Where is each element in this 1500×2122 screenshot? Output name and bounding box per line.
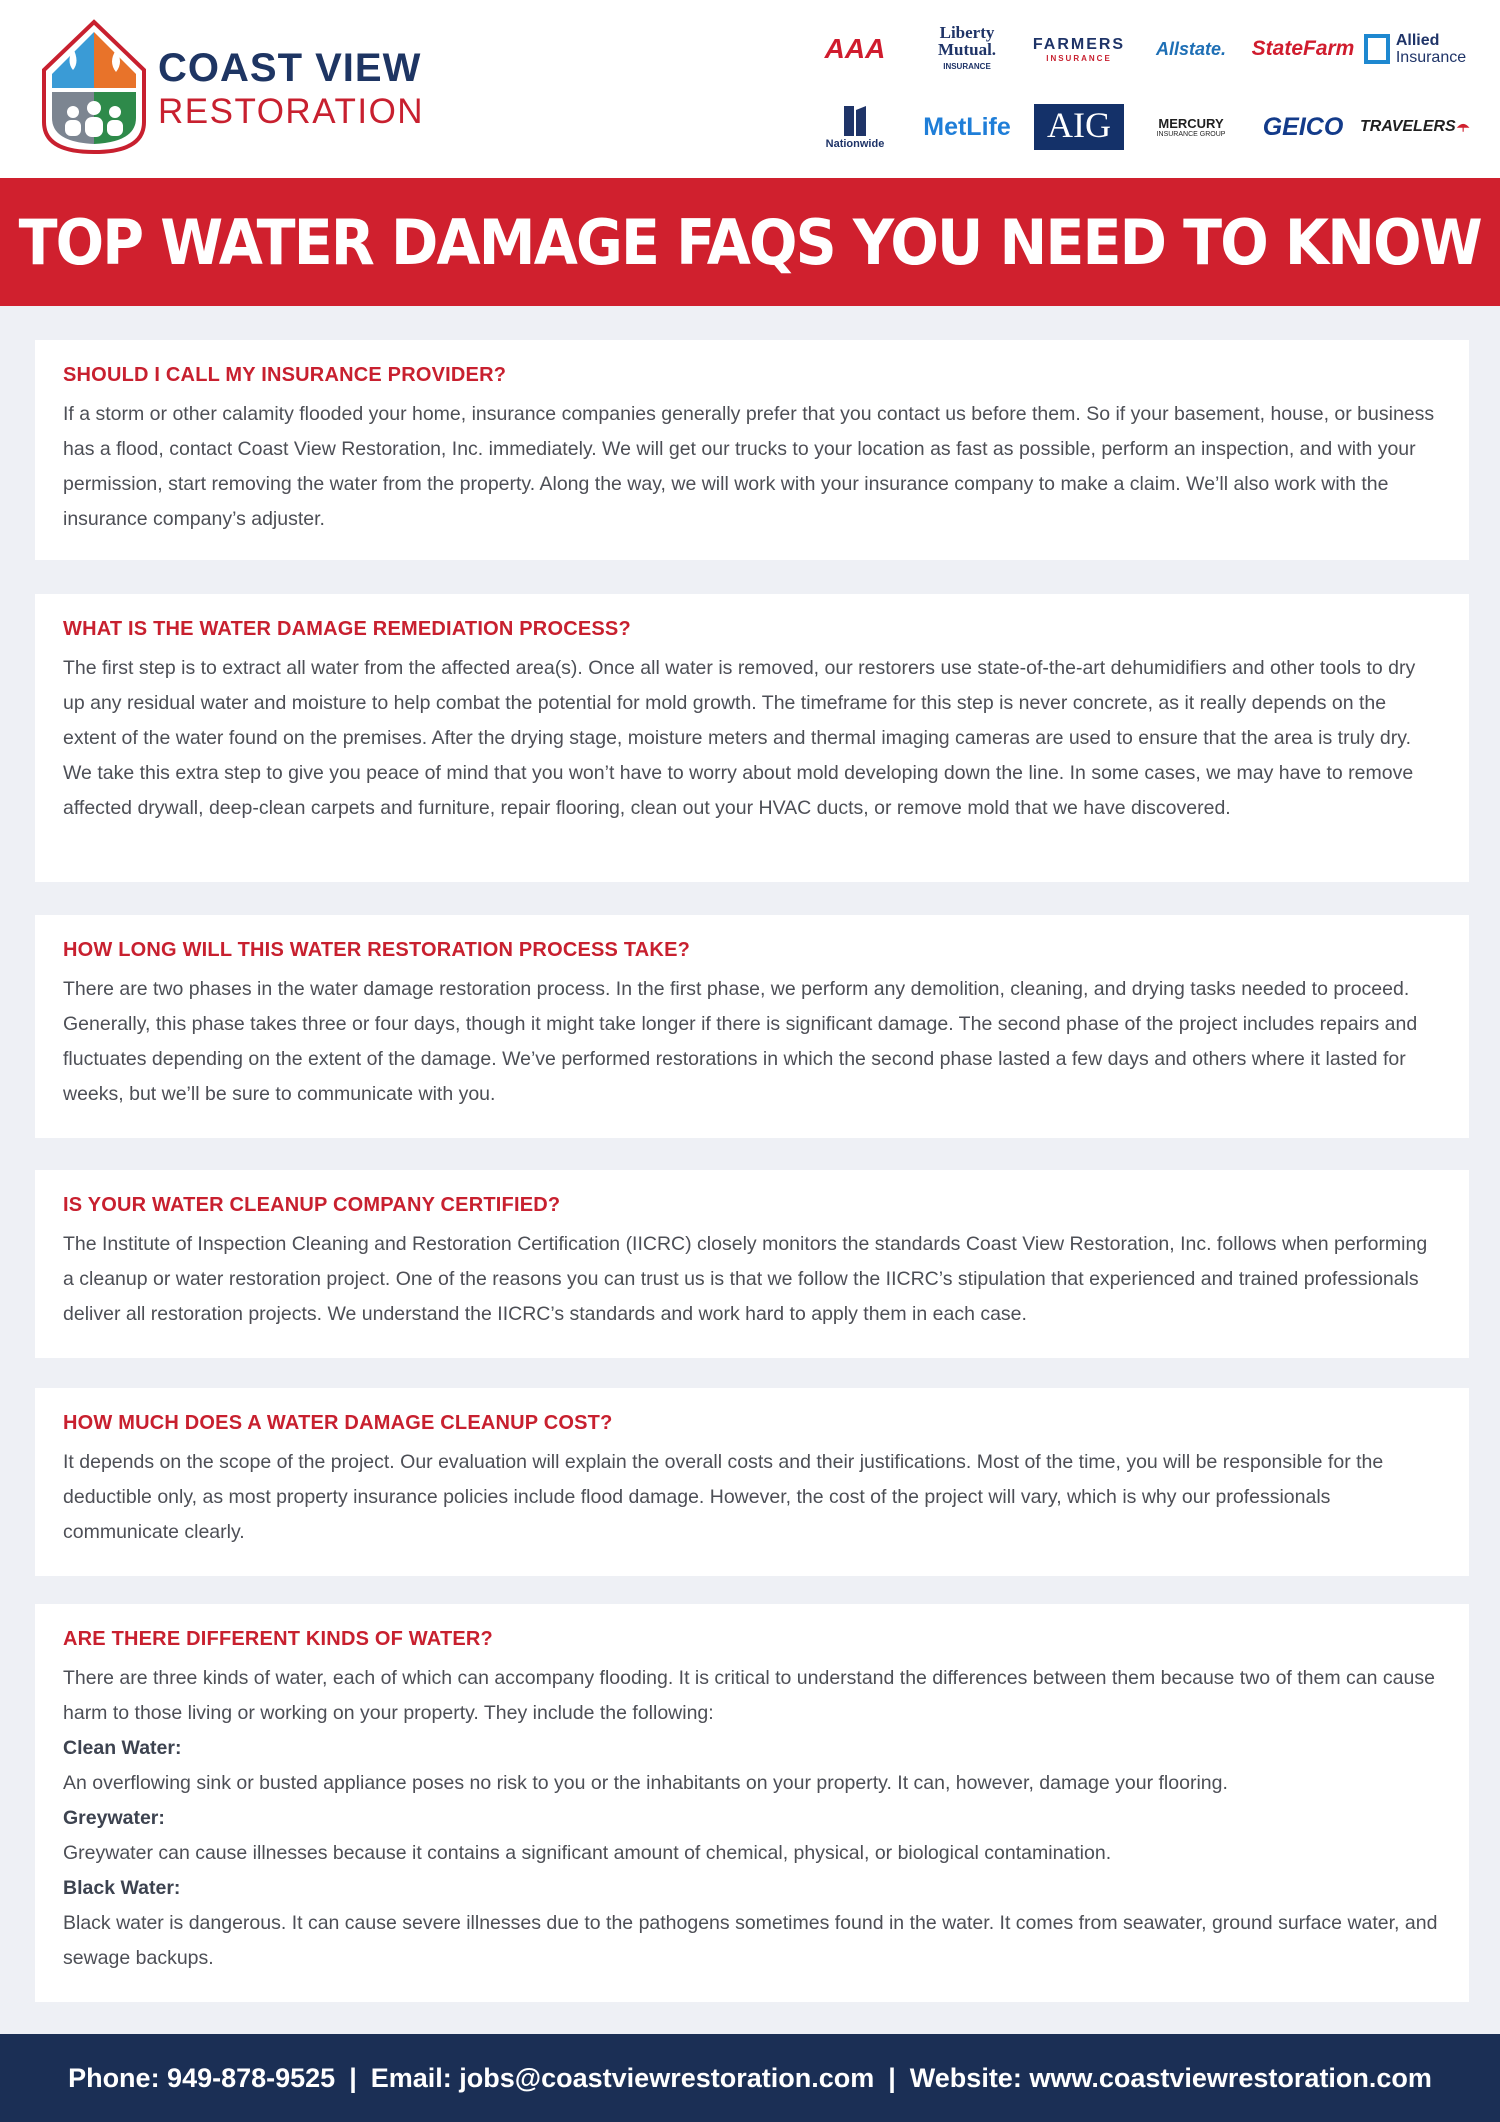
water-kind-text: Greywater can cause illnesses because it contains a significant amount of chemical, physical, or biological contamination. xyxy=(63,1842,1112,1864)
phone-link[interactable]: Phone: 949-878-9525 xyxy=(68,2062,336,2093)
faq-card xyxy=(35,594,1469,882)
faq-card xyxy=(35,915,1469,1138)
page-header xyxy=(0,0,1500,178)
faq-answer: There are two phases in the water damage restoration process. In the first phase, we perform any demolition, cleaning, and drying tasks needed to proceed. Generally, this phase takes three or four days, though it might take longer if there is significant damage. The second phase of the project includes repairs and fluctuates depending on the extent of the damage. We’ve performed restorations in which the second phase lasted a few days and others where it lasted for weeks, but we’ll be sure to communicate with you. xyxy=(63,978,1418,1105)
faq-card xyxy=(35,1604,1469,2002)
mercury-group-label: INSURANCE GROUP xyxy=(1156,131,1226,138)
mercury-label: MERCURY xyxy=(1158,116,1224,131)
state-farm-logo xyxy=(1248,20,1358,78)
footer-separator: | xyxy=(888,2062,896,2093)
faq-answer: The first step is to extract all water from the affected area(s). Once all water is removed, our restorers use state-of-the-art dehumidifiers and other tools to dry up any residual water and moisture to help combat the potential for mold growth. The timeframe for this step is never concrete, as it really depends on the extent of the water found on the premises. After the drying stage, moisture meters and thermal imaging cameras are used to ensure that the area is truly dry. We take this extra step to give you peace of mind that you won’t have to worry about mold developing down the line. In some cases, we may have to remove affected drywall, deep-clean carpets and furniture, repair flooring, clean out your HVAC ducts, or remove mold that we have discovered. xyxy=(63,657,1416,819)
faq-answer: If a storm or other calamity flooded your home, insurance companies generally prefer that you contact us before them. So if your basement, house, or business has a flood, contact Coast View Restoration, Inc. immediately. We will get our trucks to your location as fast as possible, perform an inspection, and with your permission, start removing the water from the property. Along the way, we will work with your insurance company to make a claim. We’ll also work with the insurance company’s adjuster. xyxy=(63,403,1435,530)
website-link[interactable]: Website: www.coastviewrestoration.com xyxy=(909,2062,1432,2093)
mutual-label: Mutual. xyxy=(937,39,997,59)
water-kind-title: Clean Water: xyxy=(63,1737,182,1759)
aaa-label: AAA xyxy=(824,33,886,64)
contact-footer xyxy=(0,2034,1500,2122)
travelers-label: TRAVELERS xyxy=(1360,118,1456,135)
metlife-label: MetLife xyxy=(923,112,1011,141)
aig-label: AIG xyxy=(1034,104,1124,150)
faq-question: HOW MUCH DOES A WATER DAMAGE CLEANUP COST? xyxy=(63,1412,613,1434)
water-kind-text: Black water is dangerous. It can cause severe illnesses due to the pathogens sometimes found in the water. It comes from seawater, ground surface water, and sewage backups. xyxy=(63,1912,1438,1969)
water-kind-text: An overflowing sink or busted appliance poses no risk to you or the inhabitants on your property. It can, however, damage your flooring. xyxy=(63,1772,1228,1794)
farmers-label: FARMERS xyxy=(1032,35,1126,53)
state-farm-label: StateFarm xyxy=(1251,37,1355,60)
allied-insurance-logo xyxy=(1360,20,1470,78)
faq-question: ARE THERE DIFFERENT KINDS OF WATER? xyxy=(63,1628,493,1650)
house-logo-icon xyxy=(40,18,148,156)
aig-logo xyxy=(1024,98,1134,156)
allstate-label: Allstate. xyxy=(1155,38,1227,59)
geico-label: GEICO xyxy=(1262,112,1344,141)
faq-answer: It depends on the scope of the project. Our evaluation will explain the overall costs and their justifications. Most of the time, you will be responsible for the deductible only, as most property insurance policies include flood damage. However, the cost of the project will vary, which is why our professionals communicate clearly. xyxy=(63,1451,1384,1543)
page-title: TOP WATER DAMAGE FAQS YOU NEED TO KNOW xyxy=(18,205,1482,279)
water-kind-title: Black Water: xyxy=(63,1877,181,1899)
liberty-label: Liberty xyxy=(939,22,995,42)
umbrella-icon xyxy=(1456,120,1470,134)
faq-card xyxy=(35,1388,1469,1576)
nationwide-eagle-icon xyxy=(840,104,870,138)
allied-insurance-label: Insurance xyxy=(1395,49,1467,66)
email-link[interactable]: Email: jobs@coastviewrestoration.com xyxy=(370,2062,875,2093)
geico-logo xyxy=(1248,98,1358,156)
faq-question: SHOULD I CALL MY INSURANCE PROVIDER? xyxy=(63,364,507,386)
aaa-logo xyxy=(800,20,910,78)
title-banner xyxy=(0,178,1500,306)
allied-square-icon xyxy=(1364,34,1390,64)
faq-card xyxy=(35,340,1469,560)
faq-question: IS YOUR WATER CLEANUP COMPANY CERTIFIED? xyxy=(63,1194,561,1216)
insurer-logos xyxy=(800,14,1480,164)
faq-question: HOW LONG WILL THIS WATER RESTORATION PROCESS TAKE? xyxy=(63,939,691,961)
metlife-logo xyxy=(912,98,1022,156)
brand-name-line2: RESTORATION xyxy=(158,92,425,131)
water-kind-title: Greywater: xyxy=(63,1807,165,1829)
faq-answer: The Institute of Inspection Cleaning and Restoration Certification (IICRC) closely monitors the standards Coast View Restoration, Inc. follows when performing a cleanup or water restoration project. One of the reasons you can trust us is that we follow the IICRC’s stipulation that experienced and trained professionals deliver all restoration projects. We understand the IICRC’s standards and work hard to apply them in each case. xyxy=(63,1233,1428,1325)
faq-question: WHAT IS THE WATER DAMAGE REMEDIATION PROCESS? xyxy=(63,618,631,640)
faq-answer: There are three kinds of water, each of which can accompany flooding. It is critical to understand the differences between them because two of them can cause harm to those living or working on your property. They include the following: xyxy=(63,1667,1435,1724)
footer-separator: | xyxy=(349,2062,357,2093)
farmers-logo xyxy=(1024,20,1134,78)
liberty-insurance-label: INSURANCE xyxy=(943,61,991,71)
company-logo[interactable] xyxy=(40,18,440,158)
allstate-logo xyxy=(1136,20,1246,78)
travelers-logo xyxy=(1360,98,1470,156)
farmers-insurance-label: INSURANCE xyxy=(1046,53,1112,63)
mercury-logo xyxy=(1136,98,1246,156)
brand-name-line1: COAST VIEW xyxy=(158,46,422,90)
faq-card xyxy=(35,1170,1469,1358)
allied-label: Allied xyxy=(1395,32,1440,49)
nationwide-logo xyxy=(800,98,910,156)
nationwide-label: Nationwide xyxy=(825,138,885,150)
liberty-mutual-logo xyxy=(912,20,1022,78)
